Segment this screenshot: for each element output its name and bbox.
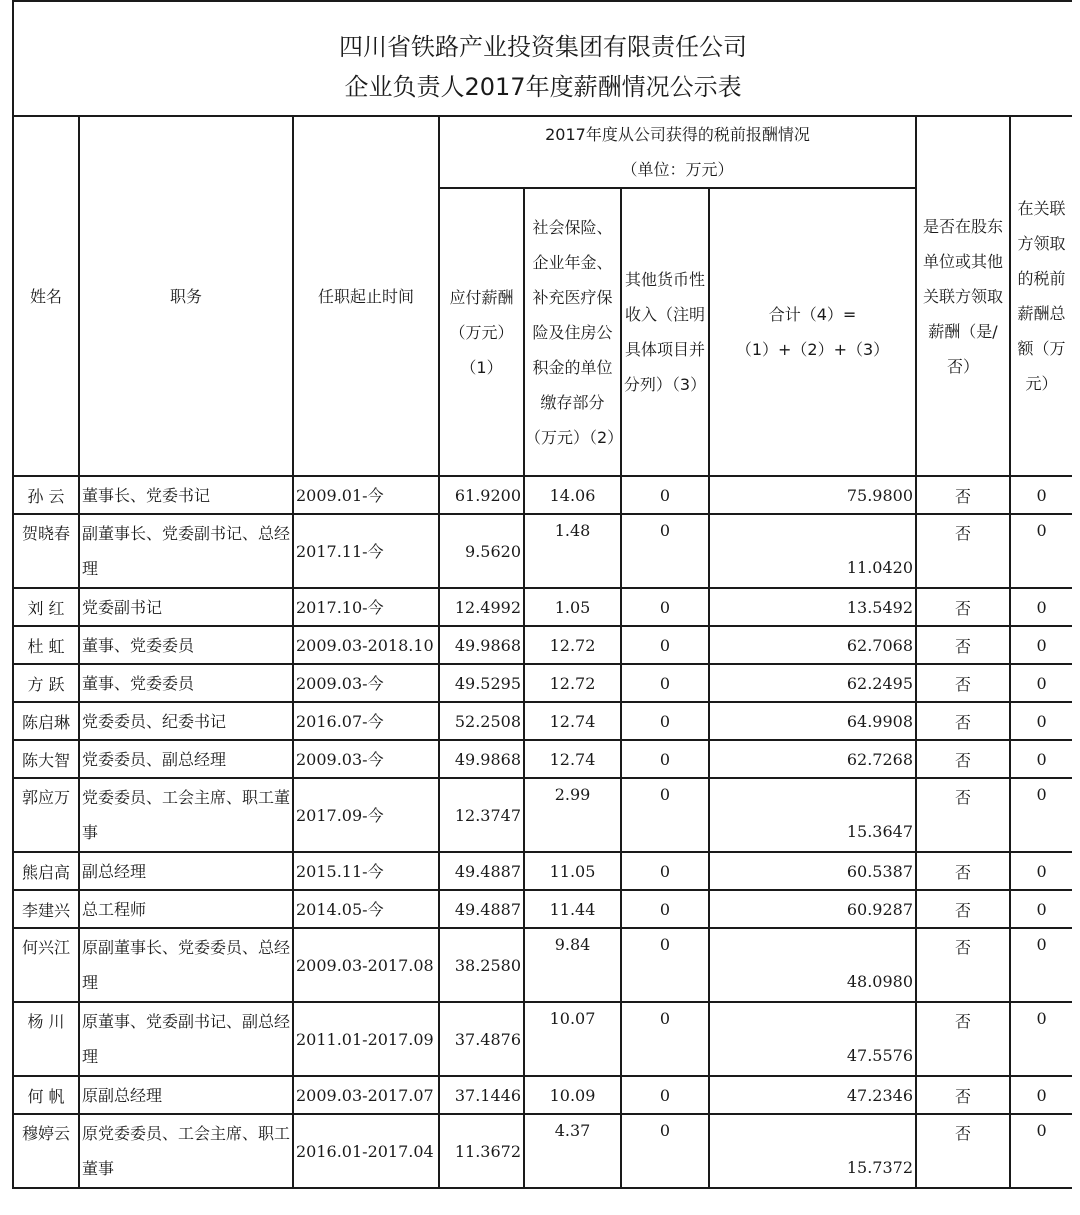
related-cell: 否 — [916, 1076, 1010, 1114]
other-cell: 0 — [621, 740, 709, 778]
header-group-unit: （单位：万元） — [621, 160, 734, 179]
other-cell: 0 — [621, 890, 709, 928]
pay-cell: 12.3747 — [439, 778, 524, 852]
table-row — [13, 1114, 1072, 1188]
other-cell: 0 — [621, 928, 709, 1002]
position-cell: 董事长、党委书记 — [79, 476, 293, 514]
term-cell: 2017.09-今 — [293, 778, 439, 852]
other-cell: 0 — [621, 1076, 709, 1114]
position-cell: 董事、党委委员 — [79, 626, 293, 664]
related-total-cell: 0 — [1010, 928, 1072, 1002]
pay-cell: 49.9868 — [439, 626, 524, 664]
other-cell: 0 — [621, 1002, 709, 1076]
pay-cell: 49.4887 — [439, 852, 524, 890]
other-cell: 0 — [621, 626, 709, 664]
term-cell: 2014.05-今 — [293, 890, 439, 928]
total-cell: 62.2495 — [709, 664, 916, 702]
related-cell: 否 — [916, 1114, 1010, 1188]
related-cell: 否 — [916, 514, 1010, 588]
term-cell: 2015.11-今 — [293, 852, 439, 890]
related-total-cell: 0 — [1010, 1076, 1072, 1114]
name-cell: 何兴江 — [13, 928, 79, 1002]
header-other: 其他货币性收入（注明具体项目并分列）（3） — [621, 188, 709, 476]
related-total-cell: 0 — [1010, 852, 1072, 890]
pay-cell: 12.4992 — [439, 588, 524, 626]
header-related-total: 在关联方领取的税前薪酬总额（万元） — [1010, 116, 1072, 476]
other-cell: 0 — [621, 852, 709, 890]
pay-cell: 38.2580 — [439, 928, 524, 1002]
term-cell: 2016.01-2017.04 — [293, 1114, 439, 1188]
total-cell: 60.9287 — [709, 890, 916, 928]
table-body — [13, 476, 1072, 1188]
pay-cell: 49.5295 — [439, 664, 524, 702]
related-cell: 否 — [916, 890, 1010, 928]
term-cell: 2017.11-今 — [293, 514, 439, 588]
term-cell: 2009.03-今 — [293, 740, 439, 778]
related-cell: 否 — [916, 740, 1010, 778]
position-cell: 原副总经理 — [79, 1076, 293, 1114]
related-total-cell: 0 — [1010, 1114, 1072, 1188]
pay-cell: 37.1446 — [439, 1076, 524, 1114]
insurance-cell: 1.48 — [524, 514, 621, 588]
table-row — [13, 740, 1072, 778]
related-total-cell: 0 — [1010, 778, 1072, 852]
pay-cell: 37.4876 — [439, 1002, 524, 1076]
related-cell: 否 — [916, 1002, 1010, 1076]
related-cell: 否 — [916, 664, 1010, 702]
title-row — [13, 1, 1072, 116]
salary-table — [12, 0, 1072, 1189]
table-row — [13, 1002, 1072, 1076]
name-cell: 李建兴 — [13, 890, 79, 928]
total-cell: 47.2346 — [709, 1076, 916, 1114]
insurance-cell: 12.72 — [524, 664, 621, 702]
table-row — [13, 514, 1072, 588]
table-row — [13, 1076, 1072, 1114]
table-row — [13, 588, 1072, 626]
position-cell: 总工程师 — [79, 890, 293, 928]
other-cell: 0 — [621, 588, 709, 626]
name-cell: 陈大智 — [13, 740, 79, 778]
total-cell: 62.7268 — [709, 740, 916, 778]
insurance-cell: 12.74 — [524, 702, 621, 740]
position-cell: 副总经理 — [79, 852, 293, 890]
header-row-1 — [13, 116, 1072, 188]
related-total-cell: 0 — [1010, 588, 1072, 626]
total-cell: 75.9800 — [709, 476, 916, 514]
name-cell: 熊启高 — [13, 852, 79, 890]
pay-cell: 49.4887 — [439, 890, 524, 928]
header-group-title: 2017年度从公司获得的税前报酬情况 — [545, 125, 810, 144]
related-total-cell: 0 — [1010, 476, 1072, 514]
term-cell: 2009.03-2018.10 — [293, 626, 439, 664]
related-cell: 否 — [916, 778, 1010, 852]
position-cell: 党委副书记 — [79, 588, 293, 626]
insurance-cell: 12.72 — [524, 626, 621, 664]
table-row — [13, 778, 1072, 852]
term-cell: 2009.03-2017.08 — [293, 928, 439, 1002]
total-cell: 62.7068 — [709, 626, 916, 664]
total-cell: 15.7372 — [709, 1114, 916, 1188]
other-cell: 0 — [621, 702, 709, 740]
pay-cell: 52.2508 — [439, 702, 524, 740]
table-row — [13, 890, 1072, 928]
total-cell: 15.3647 — [709, 778, 916, 852]
total-cell: 48.0980 — [709, 928, 916, 1002]
total-cell: 60.5387 — [709, 852, 916, 890]
term-cell: 2009.01-今 — [293, 476, 439, 514]
header-related: 是否在股东单位或其他关联方领取薪酬（是/否） — [916, 116, 1010, 476]
name-cell: 郭应万 — [13, 778, 79, 852]
insurance-cell: 4.37 — [524, 1114, 621, 1188]
related-total-cell: 0 — [1010, 1002, 1072, 1076]
table-row — [13, 852, 1072, 890]
related-total-cell: 0 — [1010, 664, 1072, 702]
header-name: 姓名 — [13, 116, 79, 476]
insurance-cell: 12.74 — [524, 740, 621, 778]
related-total-cell: 0 — [1010, 702, 1072, 740]
position-cell: 党委委员、纪委书记 — [79, 702, 293, 740]
related-total-cell: 0 — [1010, 740, 1072, 778]
related-total-cell: 0 — [1010, 626, 1072, 664]
other-cell: 0 — [621, 664, 709, 702]
related-total-cell: 0 — [1010, 514, 1072, 588]
position-cell: 副董事长、党委副书记、总经理 — [79, 514, 293, 588]
total-cell: 13.5492 — [709, 588, 916, 626]
term-cell: 2009.03-2017.07 — [293, 1076, 439, 1114]
position-cell: 党委委员、副总经理 — [79, 740, 293, 778]
insurance-cell: 10.07 — [524, 1002, 621, 1076]
table-row — [13, 702, 1072, 740]
name-cell: 杜 虹 — [13, 626, 79, 664]
position-cell: 原党委委员、工会主席、职工董事 — [79, 1114, 293, 1188]
term-cell: 2016.07-今 — [293, 702, 439, 740]
name-cell: 何 帆 — [13, 1076, 79, 1114]
other-cell: 0 — [621, 778, 709, 852]
pay-cell: 9.5620 — [439, 514, 524, 588]
term-cell: 2011.01-2017.09 — [293, 1002, 439, 1076]
other-cell: 0 — [621, 476, 709, 514]
name-cell: 穆婷云 — [13, 1114, 79, 1188]
name-cell: 刘 红 — [13, 588, 79, 626]
related-cell: 否 — [916, 626, 1010, 664]
name-cell: 孙 云 — [13, 476, 79, 514]
name-cell: 杨 川 — [13, 1002, 79, 1076]
pay-cell: 11.3672 — [439, 1114, 524, 1188]
pay-cell: 61.9200 — [439, 476, 524, 514]
insurance-cell: 1.05 — [524, 588, 621, 626]
total-cell: 47.5576 — [709, 1002, 916, 1076]
document-subtitle: 企业负责人2017年度薪酬情况公示表 — [344, 72, 742, 101]
name-cell: 贺晓春 — [13, 514, 79, 588]
header-total: 合计（4）=（1）+（2）+（3） — [709, 188, 916, 476]
total-cell: 11.0420 — [709, 514, 916, 588]
other-cell: 0 — [621, 514, 709, 588]
insurance-cell: 11.44 — [524, 890, 621, 928]
table-row — [13, 626, 1072, 664]
header-position: 职务 — [79, 116, 293, 476]
insurance-cell: 11.05 — [524, 852, 621, 890]
total-cell: 64.9908 — [709, 702, 916, 740]
position-cell: 党委委员、工会主席、职工董事 — [79, 778, 293, 852]
related-cell: 否 — [916, 928, 1010, 1002]
table-row — [13, 664, 1072, 702]
name-cell: 陈启琳 — [13, 702, 79, 740]
position-cell: 董事、党委委员 — [79, 664, 293, 702]
header-insurance: 社会保险、企业年金、补充医疗保险及住房公积金的单位缴存部分（万元）（2） — [524, 188, 621, 476]
document-title: 四川省铁路产业投资集团有限责任公司 — [339, 32, 748, 61]
related-cell: 否 — [916, 852, 1010, 890]
table-row — [13, 476, 1072, 514]
other-cell: 0 — [621, 1114, 709, 1188]
related-cell: 否 — [916, 588, 1010, 626]
insurance-cell: 2.99 — [524, 778, 621, 852]
title-cell — [13, 1, 1072, 116]
pay-cell: 49.9868 — [439, 740, 524, 778]
related-total-cell: 0 — [1010, 890, 1072, 928]
related-cell: 否 — [916, 702, 1010, 740]
position-cell: 原副董事长、党委委员、总经理 — [79, 928, 293, 1002]
position-cell: 原董事、党委副书记、副总经理 — [79, 1002, 293, 1076]
insurance-cell: 10.09 — [524, 1076, 621, 1114]
insurance-cell: 14.06 — [524, 476, 621, 514]
term-cell: 2017.10-今 — [293, 588, 439, 626]
salary-disclosure-sheet — [12, 0, 1072, 1215]
term-cell: 2009.03-今 — [293, 664, 439, 702]
table-row — [13, 928, 1072, 1002]
name-cell: 方 跃 — [13, 664, 79, 702]
insurance-cell: 9.84 — [524, 928, 621, 1002]
header-term: 任职起止时间 — [293, 116, 439, 476]
related-cell: 否 — [916, 476, 1010, 514]
header-pay-group — [439, 116, 916, 188]
header-pay: 应付薪酬（万元）（1） — [439, 188, 524, 476]
